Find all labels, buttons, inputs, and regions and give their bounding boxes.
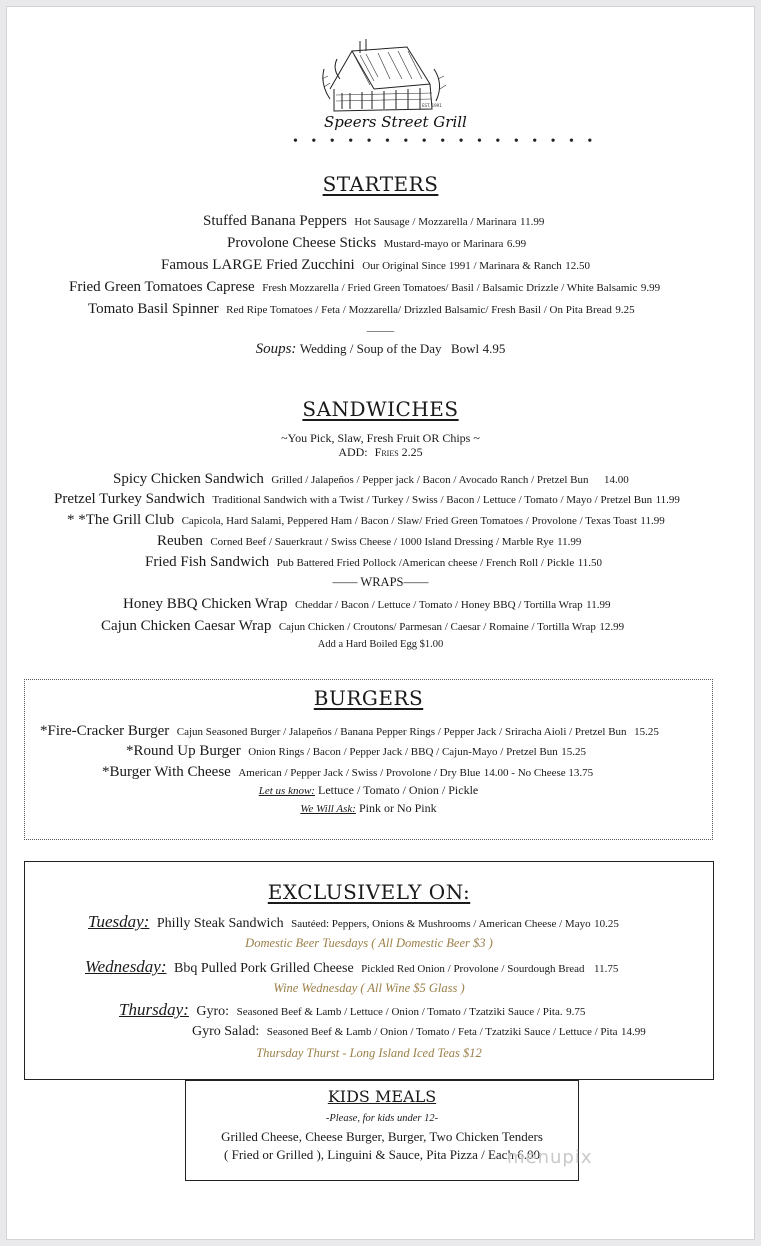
- house-sketch-icon: [312, 29, 467, 134]
- menu-item: [123, 596, 611, 613]
- menu-page: [6, 6, 755, 1240]
- item-desc: Onion Rings / Bacon / Pepper Jack / BBQ / Cajun-Mayo / Pretzel Bun: [248, 746, 558, 758]
- exclusive-box: [24, 861, 714, 1080]
- soups-bowl: Bowl: [451, 341, 480, 356]
- menu-item: [126, 743, 586, 760]
- item-price: 11.99: [557, 536, 582, 548]
- sides-note: ~You Pick, Slaw, Fresh Fruit OR Chips ~: [281, 431, 480, 445]
- menu-item: [54, 491, 680, 508]
- egg-addon: Add a Hard Boiled Egg $1.00: [317, 639, 444, 650]
- item-name: Gyro:: [196, 1004, 230, 1019]
- we-will-ask-line: [25, 801, 712, 816]
- item-desc: Cheddar / Bacon / Lettuce / Tomato / Honey BBQ / Tortilla Wrap: [295, 599, 583, 611]
- item-name: * *The Grill Club: [67, 512, 175, 528]
- item-desc: Cajun Chicken / Croutons/ Parmesan / Caesar / Romaine / Tortilla Wrap: [278, 621, 596, 633]
- item-price: 11.99: [640, 515, 665, 527]
- item-name: Provolone Cheese Sticks: [227, 235, 377, 251]
- item-name: Famous LARGE Fried Zucchini: [161, 257, 355, 273]
- we-will-ask-text: Pink or No Pink: [358, 801, 437, 815]
- menu-item: [88, 301, 635, 318]
- let-us-know-text: Lettuce / Tomato / Onion / Pickle: [317, 783, 479, 797]
- item-desc: Our Original Since 1991 / Marinara & Ranch: [362, 260, 562, 272]
- menu-item: [69, 279, 660, 296]
- thursday-promo: Thursday Thurst - Long Island Iced Teas $12: [256, 1046, 482, 1060]
- item-price: 6.99: [506, 238, 527, 250]
- divider: _____: [366, 321, 395, 333]
- add-label: ADD:: [338, 445, 368, 459]
- item-name: Philly Steak Sandwich: [156, 916, 284, 931]
- item-price: 11.99: [520, 216, 545, 228]
- tuesday-line: [88, 912, 619, 932]
- item-name: Cajun Chicken Caesar Wrap: [101, 618, 272, 634]
- item-name: Honey BBQ Chicken Wrap: [123, 596, 288, 612]
- kids-line-2: ( Fried or Grilled ), Linguini & Sauce, Pita Pizza / Each 6.00: [224, 1147, 540, 1162]
- soups-text: Wedding / Soup of the Day: [299, 341, 442, 356]
- item-desc: Cajun Seasoned Burger / Jalapeños / Banana Pepper Rings / Pepper Jack / Sriracha Aioli / Pretzel Bun: [176, 726, 627, 738]
- day-label: Thursday:: [119, 1000, 189, 1019]
- thursday-line: [119, 1000, 585, 1020]
- item-desc: Seasoned Beef & Lamb / Lettuce / Onion / Tomato / Tzatziki Sauce / Pita.: [236, 1006, 563, 1018]
- we-will-ask-label: We Will Ask:: [300, 803, 356, 815]
- item-desc: Mustard-mayo or Marinara: [383, 238, 504, 250]
- item-price: 11.75: [594, 963, 619, 975]
- item-price: 9.75: [566, 1006, 586, 1018]
- item-desc: Pickled Red Onion / Provolone / Sourdough Bread: [361, 963, 585, 975]
- menu-item: [161, 257, 590, 274]
- item-desc: Capicola, Hard Salami, Peppered Ham / Bacon / Slaw/ Fried Green Tomatoes / Provolone / Texas Toast: [181, 515, 637, 527]
- logo-est: EST. 1991: [422, 103, 442, 108]
- menu-item: [113, 471, 629, 488]
- menu-item: [40, 723, 659, 740]
- menu-item: [102, 764, 593, 781]
- wednesday-promo: Wine Wednesday ( All Wine $5 Glass ): [273, 981, 465, 995]
- tuesday-promo: Domestic Beer Tuesdays ( All Domestic Beer $3 ): [245, 936, 493, 950]
- sandwiches-heading: SANDWICHES: [302, 397, 459, 421]
- menu-item: [227, 235, 526, 252]
- wednesday-line: [85, 957, 618, 977]
- soups-line: [7, 341, 754, 358]
- kids-line-1: Grilled Cheese, Cheese Burger, Burger, Two Chicken Tenders: [221, 1129, 543, 1144]
- item-desc: American / Pepper Jack / Swiss / Provolone / Dry Blue: [238, 767, 481, 779]
- item-name: Gyro Salad:: [192, 1024, 260, 1039]
- item-desc: Grilled / Jalapeños / Pepper jack / Bacon / Avocado Ranch / Pretzel Bun: [271, 474, 589, 486]
- menu-item: [67, 512, 665, 529]
- item-desc: Traditional Sandwich with a Twist / Turkey / Swiss / Bacon / Lettuce / Tomato / Mayo / Pretzel Bun: [212, 494, 653, 506]
- soups-label: Soups:: [255, 341, 297, 357]
- day-label: Tuesday:: [88, 912, 150, 931]
- item-price: 9.25: [615, 304, 635, 316]
- item-name: Stuffed Banana Peppers: [203, 213, 347, 229]
- gyro-salad-line: [192, 1024, 646, 1040]
- menu-item: [203, 213, 544, 230]
- item-price: 14.00: [604, 474, 629, 486]
- item-desc: Sautéed: Peppers, Onions & Mushrooms / American Cheese / Mayo: [291, 918, 591, 930]
- item-price: 15.25: [634, 726, 659, 738]
- watermark: menupix: [507, 1147, 593, 1168]
- menu-item: [101, 618, 624, 635]
- item-desc: Corned Beef / Sauerkraut / Swiss Cheese / 1000 Island Dressing / Marble Rye: [210, 536, 554, 548]
- item-desc: Hot Sausage / Mozzarella / Marinara: [354, 216, 517, 228]
- item-price: 11.50: [577, 557, 603, 569]
- wraps-heading: —— WRAPS——: [332, 575, 429, 589]
- let-us-know-line: [25, 783, 712, 798]
- item-desc: Red Ripe Tomatoes / Feta / Mozzarella/ Drizzled Balsamic/ Fresh Basil / On Pita Bread: [226, 304, 612, 316]
- item-name: Reuben: [157, 533, 203, 549]
- item-name: Pretzel Turkey Sandwich: [54, 491, 205, 507]
- menu-item: [157, 533, 581, 550]
- item-name: Spicy Chicken Sandwich: [113, 471, 264, 487]
- item-desc: Fresh Mozzarella / Fried Green Tomatoes/ Basil / Balsamic Drizzle / White Balsamic: [262, 282, 638, 294]
- item-price: 12.50: [565, 260, 590, 272]
- starters-heading: STARTERS: [322, 172, 439, 196]
- item-price: 14.00 - No Cheese 13.75: [483, 767, 594, 779]
- let-us-know-label: Let us know:: [258, 785, 315, 797]
- logo-script: Speers Street Grill: [324, 113, 467, 131]
- item-name: *Burger With Cheese: [102, 764, 231, 780]
- item-name: Tomato Basil Spinner: [88, 301, 219, 317]
- item-price: 15.25: [561, 746, 586, 758]
- item-name: Fried Fish Sandwich: [145, 554, 270, 570]
- decorative-dots: • • • • • • • • • • • • • • • • •: [293, 134, 598, 149]
- item-price: 11.99: [655, 494, 680, 506]
- add-price: 2.25: [401, 445, 423, 459]
- burgers-heading: BURGERS: [313, 686, 424, 710]
- item-price: 10.25: [594, 918, 619, 930]
- menu-item: [145, 554, 602, 571]
- item-desc: Seasoned Beef & Lamb / Onion / Tomato / Feta / Tzatziki Sauce / Lettuce / Pita: [266, 1026, 618, 1038]
- add-fries-line: [7, 445, 754, 460]
- item-name: *Round Up Burger: [126, 743, 241, 759]
- item-name: *Fire-Cracker Burger: [40, 723, 170, 739]
- add-text: Fries: [374, 445, 399, 459]
- day-label: Wednesday:: [85, 957, 167, 976]
- item-price: 11.99: [586, 599, 611, 611]
- item-name: Bbq Pulled Pork Grilled Cheese: [174, 961, 354, 976]
- kids-heading: KIDS MEALS: [327, 1087, 437, 1106]
- item-desc: Pub Battered Fried Pollock /American cheese / French Roll / Pickle: [276, 557, 575, 569]
- burgers-box: [24, 679, 713, 840]
- item-price: 9.99: [640, 282, 661, 294]
- soups-price: 4.95: [482, 341, 506, 356]
- item-name: Fried Green Tomatoes Caprese: [69, 279, 255, 295]
- item-price: 12.99: [599, 621, 625, 633]
- item-price: 14.99: [621, 1026, 646, 1038]
- kids-note: -Please, for kids under 12-: [325, 1113, 439, 1124]
- exclusive-heading: EXCLUSIVELY ON:: [267, 880, 471, 904]
